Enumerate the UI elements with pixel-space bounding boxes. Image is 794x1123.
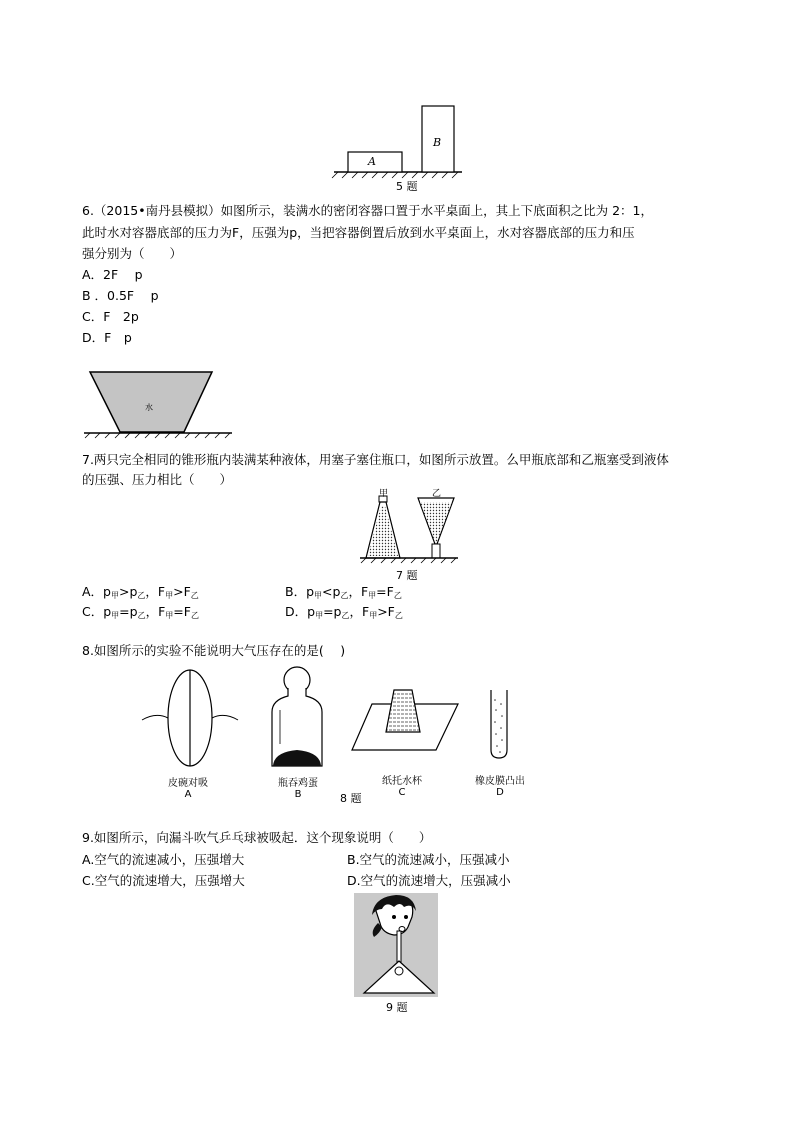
q8-stem: 8.如图所示的实验不能说明大气压存在的是( ) <box>82 643 346 658</box>
q6-stem-line1: 6.（2015•南丹县模拟）如图所示，装满水的密闭容器口置于水平桌面上，其上下底面积之比为 2：1， <box>82 203 653 218</box>
q8-figure-a-bowls <box>140 664 240 772</box>
q5-figure <box>330 100 470 182</box>
q6-option-b: B ．0.5F p <box>82 288 159 303</box>
q7-caption: 7 题 <box>396 569 418 582</box>
q7-label-yi: 乙 <box>432 489 442 499</box>
q8-figure-b-bottle <box>266 664 328 772</box>
q7-option-c: C．$p_甲=p_乙$，$F_甲=F_乙$ <box>82 604 199 620</box>
q9-option-c: C.空气的流速增大，压强增大 <box>82 873 245 888</box>
block-b-label: B <box>433 136 442 149</box>
q7-stem-line2: 的压强、压力相比（ ） <box>82 472 233 487</box>
q9-stem: 9.如图所示，向漏斗吹气乒乓球被吸起．这个现象说明（ ） <box>82 830 432 845</box>
q9-caption: 9 题 <box>386 1001 408 1014</box>
q6-option-c: C．F 2p <box>82 309 139 324</box>
q9-funnel-figure <box>354 893 438 997</box>
q9-option-d: D.空气的流速增大，压强减小 <box>347 873 511 888</box>
q7-flasks-figure <box>360 488 460 568</box>
q8-label-b: 瓶吞鸡蛋 B <box>278 778 318 800</box>
block-a-label: A <box>368 155 376 168</box>
q8-caption: 8 题 <box>340 792 362 805</box>
q6-option-a: A．2F p <box>82 267 143 282</box>
q6-option-d: D．F p <box>82 330 132 345</box>
q6-stem-line2: 此时水对容器底部的压力为F，压强为p，当把容器倒置后放到水平桌面上，水对容器底部的压力和压 <box>82 225 635 240</box>
q7-option-d: D．$p_甲=p_乙$，$F_甲>F_乙$ <box>285 604 403 620</box>
q5-caption: 5 题 <box>396 180 418 193</box>
q8-label-a: 皮碗对吸 A <box>168 778 208 800</box>
q8-figure-c-cup <box>350 684 460 754</box>
q9-option-b: B.空气的流速减小，压强减小 <box>347 852 510 867</box>
q8-figure-d-tube <box>484 688 514 760</box>
q7-label-jia: 甲 <box>379 489 389 499</box>
q9-option-a: A.空气的流速减小，压强增大 <box>82 852 245 867</box>
q7-option-a: A．$p_甲>p_乙$，$F_甲>F_乙$ <box>82 584 199 600</box>
q6-stem-line3: 强分别为（ ） <box>82 246 183 261</box>
q8-label-d: 橡皮膜凸出 D <box>475 776 525 798</box>
q8-label-c: 纸托水杯 C <box>382 776 422 798</box>
q6-water-label: 水 <box>145 403 153 412</box>
q7-stem-line1: 7.两只完全相同的锥形瓶内装满某种液体，用塞子塞住瓶口，如图所示放置。么甲瓶底部和乙瓶塞受到液体 <box>82 452 669 467</box>
q6-container-figure <box>82 370 242 442</box>
q7-option-b: B．$p_甲<p_乙$，$F_甲=F_乙$ <box>285 584 402 600</box>
